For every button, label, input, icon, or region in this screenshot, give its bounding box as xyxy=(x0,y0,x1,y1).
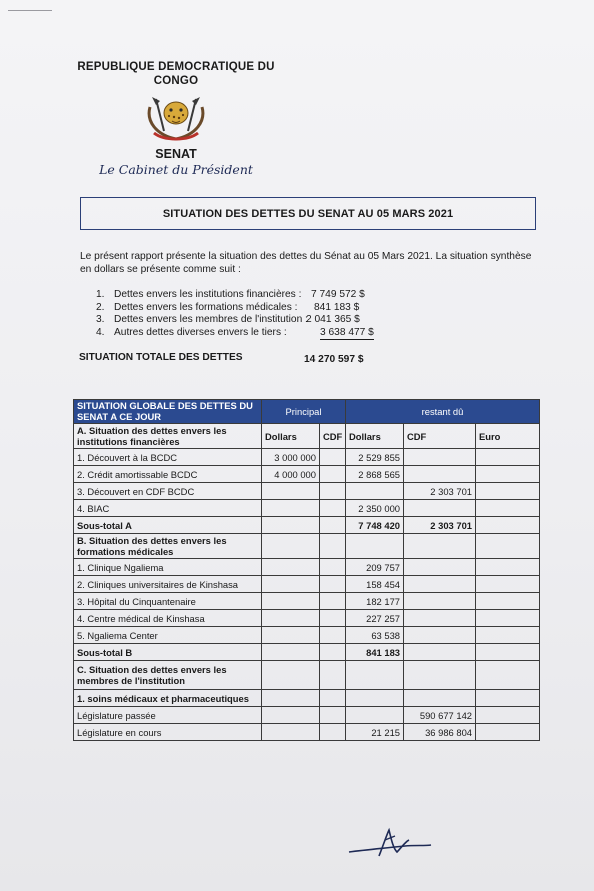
intro-paragraph: Le présent rapport présente la situation des dettes du Sénat au 05 Mars 2021. La situation synthèse en dollars se présente comme suit : xyxy=(80,251,532,275)
table-row: 5. Ngaliema Center 63 538 xyxy=(74,627,540,644)
table-row: Législature en cours 21 215 36 986 804 xyxy=(74,724,540,741)
country-name: REPUBLIQUE DEMOCRATIQUE DU CONGO xyxy=(77,61,275,87)
summary-list xyxy=(96,289,374,339)
debts-table xyxy=(73,399,540,741)
section-c-label: C. Situation des dettes envers les membres de l'institution xyxy=(74,661,262,690)
table-row: 4. Centre médical de Kinshasa 227 257 xyxy=(74,610,540,627)
summary-amount: 3 638 477 $ xyxy=(320,327,374,341)
table-header-row xyxy=(74,400,540,424)
total-amount: 14 270 597 $ xyxy=(304,354,364,365)
table-row: 1. soins médicaux et pharmaceutiques xyxy=(74,690,540,707)
col-cdf: CDF xyxy=(404,424,476,449)
col-euro: Euro xyxy=(476,424,540,449)
subtotal-row: Sous-total B 841 183 xyxy=(74,644,540,661)
table-row: 3. Découvert en CDF BCDC 2 303 701 xyxy=(74,483,540,500)
office-name: Le Cabinet du Président xyxy=(99,162,253,177)
section-a-label: A. Situation des dettes envers les institutions financières xyxy=(74,424,262,449)
summary-label: Autres dettes diverses envers le tiers : xyxy=(114,326,287,338)
section-c-row xyxy=(74,661,540,690)
col-dollars: Dollars xyxy=(262,424,320,449)
letterhead xyxy=(76,60,276,177)
section-b-row xyxy=(74,534,540,559)
summary-amount: 841 183 $ xyxy=(314,301,360,313)
col-cdf: CDF xyxy=(320,424,346,449)
table-row: 2. Cliniques universitaires de Kinshasa 158 454 xyxy=(74,576,540,593)
list-item: 2. Dettes envers les formations médicales : 841 183 $ xyxy=(96,301,360,313)
list-item: 1. Dettes envers les institutions financières : 7 749 572 $ xyxy=(96,289,365,300)
table-title: SITUATION GLOBALE DES DETTES DU SENAT A CE JOUR xyxy=(74,400,262,424)
table-row: 3. Hôpital du Cinquantenaire 182 177 xyxy=(74,593,540,610)
summary-amount: 2 041 365 $ xyxy=(306,314,360,325)
subtotal-row: Sous-total A 7 748 420 2 303 701 xyxy=(74,517,540,534)
total-label: SITUATION TOTALE DES DETTES xyxy=(79,352,243,363)
table-row: Législature passée 590 677 142 xyxy=(74,707,540,724)
list-item: 4. Autres dettes diverses envers le tiers : 3 638 477 $ xyxy=(96,327,308,340)
table-row: 1. Découvert à la BCDC 3 000 000 2 529 855 xyxy=(74,449,540,466)
section-a-row xyxy=(74,424,540,449)
table-row: 4. BIAC 2 350 000 xyxy=(74,500,540,517)
table-row: 1. Clinique Ngaliema 209 757 xyxy=(74,559,540,576)
signature-icon xyxy=(345,826,435,862)
scan-mark xyxy=(8,10,52,11)
summary-label: Dettes envers les formations médicales : xyxy=(114,301,298,313)
col-dollars: Dollars xyxy=(346,424,404,449)
report-title: SITUATION DES DETTES DU SENAT AU 05 MARS 2021 xyxy=(80,197,536,230)
summary-label: Dettes envers les institutions financières : xyxy=(114,289,302,300)
section-b-label: B. Situation des dettes envers les formations médicales xyxy=(74,534,262,559)
principal-header: Principal xyxy=(262,400,346,424)
table-row: 2. Crédit amortissable BCDC 4 000 000 2 868 565 xyxy=(74,466,540,483)
list-item: 3. Dettes envers les membres de l'institution : 2 041 365 $ xyxy=(96,314,360,325)
summary-amount: 7 749 572 $ xyxy=(311,289,365,300)
institution-name: SENAT xyxy=(155,147,197,161)
summary-label: Dettes envers les membres de l'institution : xyxy=(114,314,308,325)
restant-header: restant dû xyxy=(346,400,540,424)
leopard-emblem-icon xyxy=(136,93,216,145)
